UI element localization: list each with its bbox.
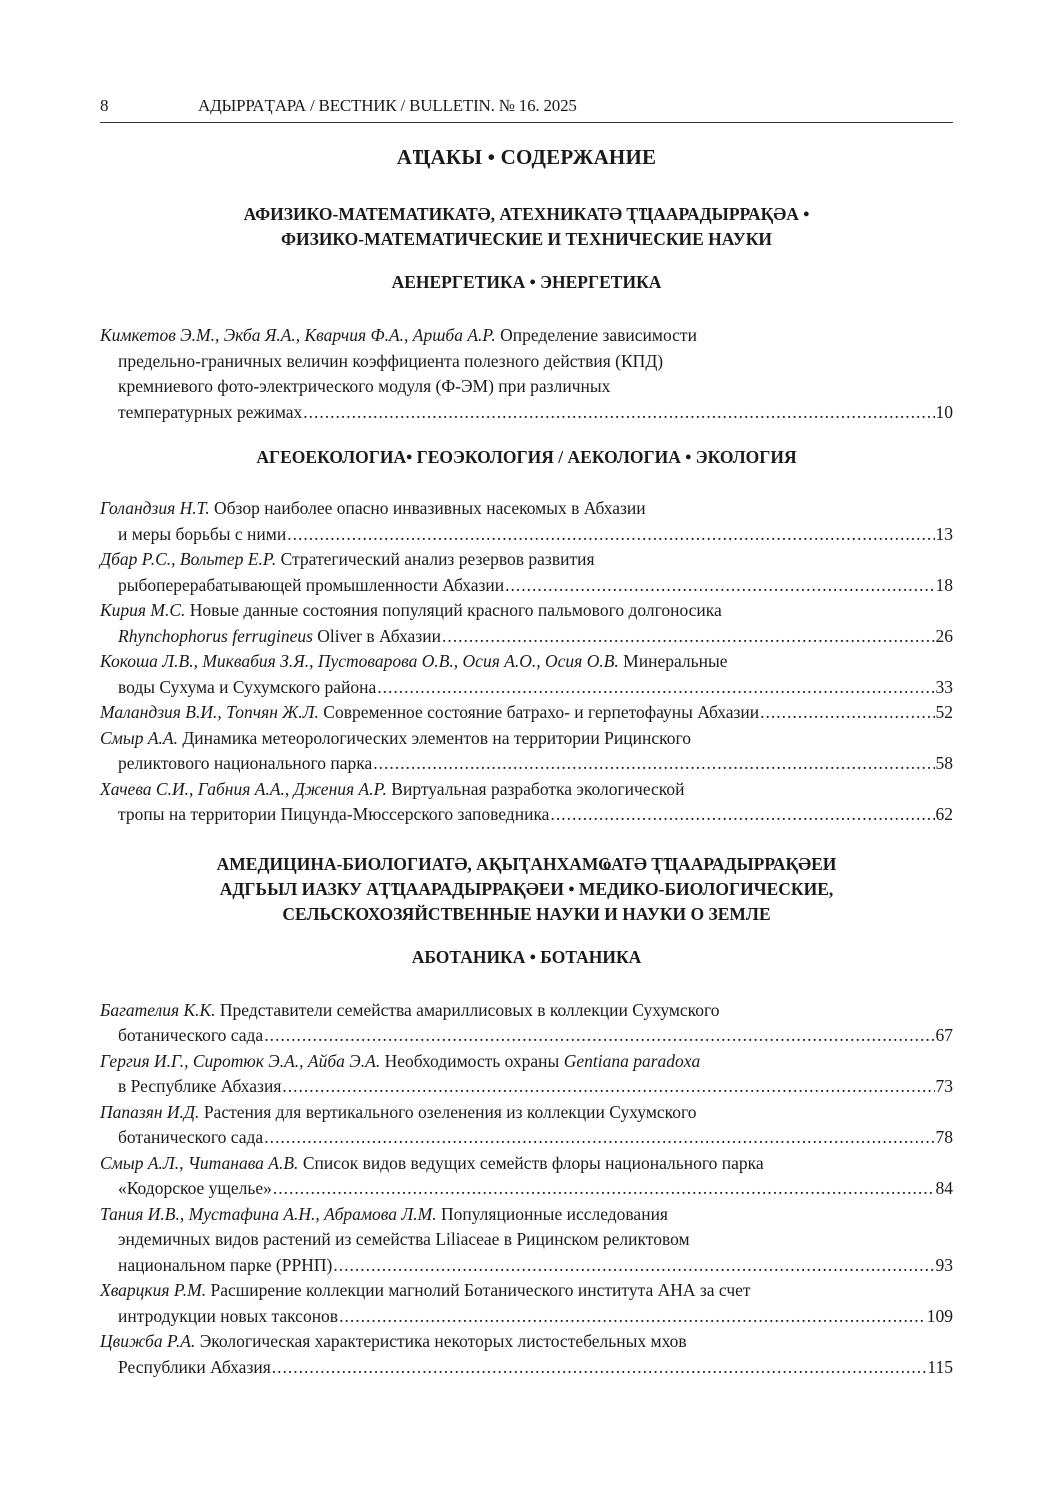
entry-title: Расширение коллекции магнолий Ботанического института АНА за счет [206,1280,751,1300]
toc-entry-line [100,700,953,726]
entry-authors: Смыр А.Л., Читанава А.В. [100,1152,299,1173]
entry-page-number: 10 [935,401,953,422]
entry-title: рыбоперерабатывающей промышленности Абхазии [118,574,505,595]
section-heading [100,945,953,970]
entry-page-number: 67 [935,1025,953,1045]
toc-entry[interactable] [100,547,953,598]
dot-leader [333,1253,934,1279]
entry-authors: Хварцкия Р.М. [100,1280,207,1300]
toc-entry-line: предельно-граничных величин коэффициента полезного действия (КПД) [118,350,664,371]
entry-text [118,624,441,650]
toc-entry[interactable] [100,1329,953,1380]
entry-title: ботанического сада [118,1025,264,1045]
section-heading-line: АБОТАНИКА • БОТАНИКА [411,946,642,967]
toc-entry[interactable] [100,726,953,777]
entry-text [118,1355,271,1381]
entry-title: ботанического сада [118,1127,264,1147]
entry-page-number: 115 [927,1356,953,1377]
entry-title: Стратегический анализ резервов развития [276,549,595,569]
entry-authors: Голандзия Н.Т. [100,498,210,518]
toc-entry-line [100,547,953,573]
running-header [100,96,953,123]
entry-authors: Папазян И.Д. [100,1101,200,1122]
toc-entry-line [100,1125,953,1151]
entry-page-number: 52 [935,702,953,722]
entry-authors: Хачева С.И., Габния А.А., Джения А.Р. [100,778,387,799]
entry-title: Современное состояние батрахо- и герпетофауны Абхазии [318,702,760,722]
entry-title: в Республике Абхазия [118,1076,282,1096]
toc-entry-line [100,1151,953,1177]
entry-text [118,1304,338,1330]
entry-page-number: 62 [935,804,953,824]
section-heading [100,852,953,927]
document-page [100,96,953,1380]
entry-page-number: 109 [926,1305,953,1326]
toc-entry-line [100,1329,953,1355]
page-number: 8 [100,96,109,115]
toc-entry[interactable] [100,1151,953,1202]
entry-page-number: 58 [935,753,953,773]
entry-authors: Кирия М.С. [100,600,186,620]
toc-entry-line [100,522,953,548]
toc-entry-line [100,1074,953,1100]
entry-authors: Кокоша Л.В., Миквабия З.Я., Пустоварова О.В., Осия А.О., Осия О.В. [100,651,619,671]
toc-entry-line [100,998,953,1024]
entry-authors: Смыр А.А. [100,727,178,748]
entry-authors: Цвижба Р.А. [100,1331,196,1351]
section-heading [100,202,953,252]
entry-text [118,573,504,599]
dot-leader [760,700,934,726]
section-heading-line: АЕНЕРГЕТИКА • ЭНЕРГЕТИКА [391,272,662,292]
toc-entry[interactable] [100,1202,953,1279]
entry-title: национальном парке (РРНП) [118,1254,333,1275]
entry-authors: Дбар Р.С., Вольтер Е.Р. [100,549,277,569]
toc-entry-line [100,598,953,624]
section-heading [100,445,953,470]
dot-leader [377,675,934,701]
entry-title: Популяционные исследования [436,1203,668,1224]
section-heading-line: АМЕДИЦИНА-БИОЛОГИАТӘ, АҚЫҬАНХАМҨАТӘ ҬҴААРАДЫРРАҚӘЕИ [216,853,837,874]
toc-entry-line [100,1049,953,1075]
dot-leader [287,522,934,548]
toc-entry[interactable] [100,598,953,649]
toc-entry[interactable] [100,649,953,700]
toc-entry-line [100,1278,953,1304]
toc-entry-line [100,751,953,777]
section-heading-line: СЕЛЬСКОХОЗЯЙСТВЕННЫЕ НАУКИ И НАУКИ О ЗЕМЛЕ [282,903,771,924]
toc-entry[interactable] [100,777,953,828]
entry-text [118,1253,332,1279]
entry-text [118,1176,272,1202]
entry-text [118,1074,281,1100]
toc-entry-line [100,1100,953,1126]
toc-entry[interactable] [100,323,953,425]
section-heading [100,270,953,295]
toc-entry-line [100,323,953,349]
dot-leader [339,1304,926,1330]
entry-title: Определение зависимости [495,325,697,345]
toc-entry-line [100,675,953,701]
entry-text [118,400,302,426]
entry-title: реликтового национального парка [118,753,373,773]
toc-entry-line [100,1202,953,1228]
entry-title: Необходимость охраны [380,1050,564,1071]
toc-entry-list [100,998,953,1381]
dot-leader [303,400,934,426]
entry-title: Минеральные [618,651,728,671]
toc-entry-line [100,624,953,650]
section-heading-line: АДГЬЫЛ ИАЗКУ АҬҴААРАДЫРРАҚӘЕИ • МЕДИКО-БИОЛОГИЧЕСКИЕ, [219,878,834,899]
toc-entry-line: кремниевого фото-электрического модуля (Ф-ЭМ) при различных [118,376,611,396]
toc-entry-line [100,1253,953,1279]
entry-species-name: Gentiana paradoxa [563,1050,701,1071]
toc-entry-line [100,1304,953,1330]
entry-title: Экологическая характеристика некоторых листостебельных мхов [195,1331,687,1351]
toc-entry[interactable] [100,496,953,547]
toc-entry-list [100,323,953,425]
entry-title: Виртуальная разработка экологической [386,778,685,799]
dot-leader [442,624,935,650]
entry-page-number: 84 [935,1178,953,1198]
toc-entry[interactable] [100,1049,953,1100]
toc-entry-line [100,400,953,426]
entry-text [100,700,759,726]
entry-title: Представители семейства амариллисовых в коллекции Сухумского [215,999,720,1020]
dot-leader [272,1355,927,1381]
entry-text [118,751,372,777]
entry-authors: Гергия И.Г., Сиротюк Э.А., Айба Э.А. [100,1050,381,1071]
entry-text [118,675,376,701]
toc-entry-line [100,777,953,803]
toc-body [100,202,953,1380]
toc-entry-line [100,649,953,675]
entry-authors: Багателия К.К. [100,999,216,1020]
toc-entry-line [100,573,953,599]
entry-title: Список видов ведущих семейств флоры национального парка [298,1152,764,1173]
entry-species-name: Rhynchophorus ferrugineus [118,625,313,646]
toc-entry-line [100,726,953,752]
entry-authors: Кимкетов Э.М., Экба Я.А., Кварчия Ф.А., Аршба А.Р. [100,325,496,345]
entry-page-number: 33 [935,676,953,697]
entry-title: «Кодорское ущелье» [118,1178,272,1198]
entry-text [118,1125,263,1151]
toc-entry[interactable] [100,1278,953,1329]
entry-title: Oliver в Абхазии [312,625,441,646]
entry-title: Новые данные состояния популяций красного пальмового долгоносика [185,600,722,620]
entry-text [118,522,286,548]
entry-page-number: 78 [935,1127,953,1147]
entry-title: Обзор наиболее опасно инвазивных насекомых в Абхазии [209,498,646,518]
entry-title: воды Сухума и Сухумского района [118,676,377,697]
dot-leader [282,1074,934,1100]
toc-entry-line: эндемичных видов растений из семейства Liliaceae в Рицинском реликтовом [118,1229,690,1249]
entry-title: и меры борьбы с ними [118,523,287,544]
entry-page-number: 18 [935,574,953,595]
entry-title: Динамика метеорологических элементов на территории Рицинского [177,727,691,748]
toc-entry-list [100,496,953,828]
entry-authors: Маландзия В.И., Топчян Ж.Л. [100,702,319,722]
entry-title: температурных режимах [118,401,303,422]
dot-leader [264,1023,934,1049]
toc-entry-line [100,1023,953,1049]
entry-authors: Тания И.В., Мустафина А.Н., Абрамова Л.М. [100,1203,437,1224]
entry-text [118,802,549,828]
toc-title: АҴАКЫ • СОДЕРЖАНИЕ [396,145,657,169]
entry-page-number: 26 [935,625,953,646]
entry-title: Растения для вертикального озеленения из коллекции Сухумского [199,1101,697,1122]
entry-page-number: 73 [935,1076,953,1096]
entry-title: Республики Абхазия [118,1356,271,1377]
toc-entry-line [100,1355,953,1381]
entry-title: интродукции новых таксонов [118,1305,339,1326]
dot-leader [264,1125,934,1151]
toc-entry[interactable] [100,700,953,726]
toc-entry[interactable] [100,1100,953,1151]
entry-page-number: 13 [935,523,953,544]
toc-entry[interactable] [100,998,953,1049]
section-heading-line: АФИЗИКО-МАТЕМАТИКАТӘ, АТЕХНИКАТӘ ҬҴААРАДЫРРАҚӘА • [243,204,810,224]
dot-leader [273,1176,935,1202]
dot-leader [373,751,934,777]
journal-title: АДЫРРАҬАРА / ВЕСТНИК / BULLETIN. № 16. 2025 [198,96,577,115]
entry-page-number: 93 [935,1254,953,1275]
dot-leader [505,573,934,599]
toc-entry-line [100,802,953,828]
toc-entry-line [100,496,953,522]
toc-entry-line [100,1176,953,1202]
dot-leader [550,802,934,828]
section-heading-line: ФИЗИКО-МАТЕМАТИЧЕСКИЕ И ТЕХНИЧЕСКИЕ НАУКИ [280,229,773,249]
entry-title: тропы на территории Пицунда-Мюссерского заповедника [118,804,550,824]
section-heading-line: АГЕОЕКОЛОГИА• ГЕОЭКОЛОГИЯ / АЕКОЛОГИА • ЭКОЛОГИЯ [256,447,797,467]
entry-text [118,1023,263,1049]
